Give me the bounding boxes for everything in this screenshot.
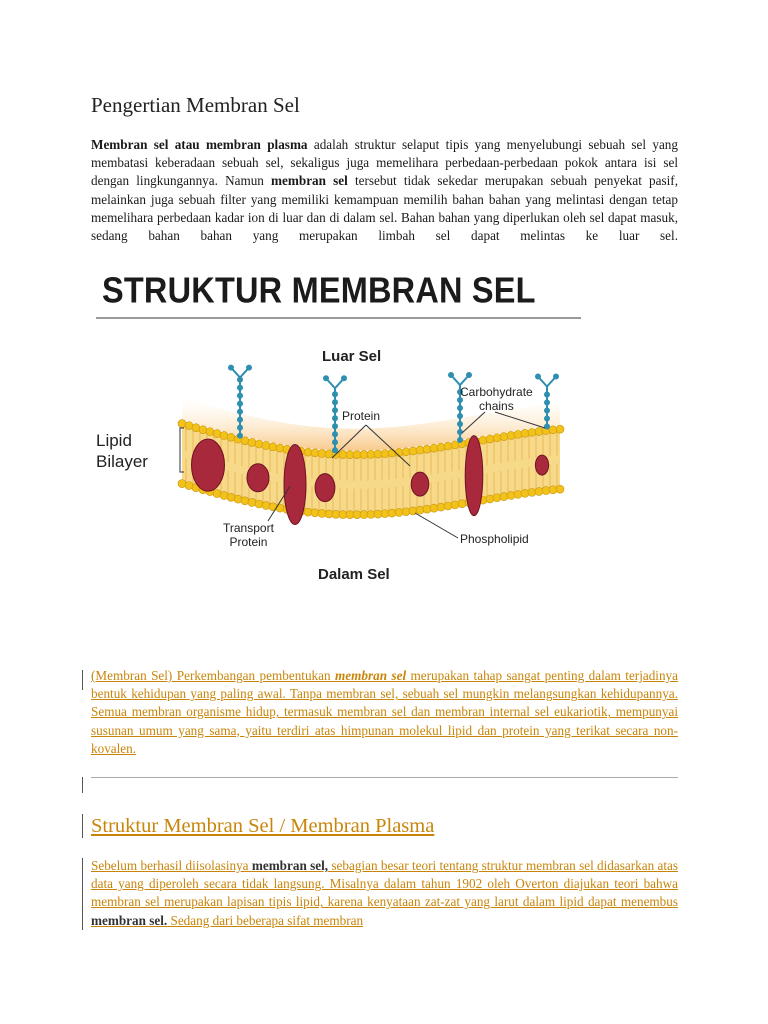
phospholipid-head [430, 444, 438, 452]
phospholipid-head [255, 440, 263, 448]
transport-label-line2: Protein [229, 535, 268, 549]
phospholipid-head [507, 491, 515, 499]
phospholipid-head [262, 501, 270, 509]
sugar-bead [457, 413, 463, 419]
caption-bold-term: membran sel [335, 668, 407, 683]
phospholipid-head [276, 444, 284, 452]
phospholipid-head [227, 493, 235, 501]
sugar-bead [466, 372, 472, 378]
phospholipid-head [451, 501, 459, 509]
banner-divider [96, 317, 581, 319]
phospholipid-head [521, 429, 529, 437]
figure-banner [96, 268, 581, 328]
phospholipid-head [514, 430, 522, 438]
phospholipid-head [486, 495, 494, 503]
membrane-protein [315, 474, 335, 502]
phospholipid-label: Phospholipid [460, 532, 529, 546]
phospholipid-head [556, 485, 564, 493]
phospholipid-head [276, 504, 284, 512]
intro-bold-term-2: membran sel [271, 173, 348, 189]
phospholipid-head [486, 435, 494, 443]
section-text-3: Sedang dari beberapa sifat membran [167, 912, 364, 928]
phospholipid-head [458, 500, 466, 508]
membrane-protein [535, 455, 548, 475]
phospholipid-head [556, 425, 564, 433]
lipid-bilayer-label [96, 430, 148, 472]
section-heading[interactable]: Struktur Membran Sel / Membran Plasma [91, 815, 435, 837]
intro-text-2: tersebut tidak sekedar merupakan sebuah penyekat pasif, melainkan juga sebuah filter yang memiliki kemampuan memilih bahan bahan yang melintasi dengan tetap memelihara perbedaan kadar ion di luar dan di dalam sel. Bahan bahan yang diperlukan oleh sel dapat masuk, sedang bahan bahan yang merupakan limbah sel dapat melintas ke luar sel. [91, 173, 678, 244]
banner-title: STRUKTUR MEMBRAN SEL [102, 270, 536, 311]
section-bold-term-2: membran sel. [91, 912, 168, 928]
transport-protein-label [223, 521, 274, 549]
text-cursor-marker-2 [82, 777, 83, 793]
membrane-protein [192, 439, 225, 491]
sugar-bead [553, 373, 559, 379]
phospholipid-head [241, 497, 249, 505]
sugar-bead [535, 373, 541, 379]
phospholipid-head [493, 434, 501, 442]
sugar-bead [323, 375, 329, 381]
sugar-bead [544, 407, 550, 413]
carbohydrate-label [460, 385, 533, 413]
horizontal-rule [91, 777, 678, 778]
phospholipid-head [423, 445, 431, 453]
sugar-bead [332, 399, 338, 405]
sugar-bead [544, 391, 550, 397]
phospholipid-head [437, 503, 445, 511]
sugar-bead [332, 439, 338, 445]
caption-paragraph[interactable] [91, 667, 678, 758]
phospholipid-head [507, 431, 515, 439]
phospholipid-head [521, 489, 529, 497]
section-text-1: Sebelum berhasil diisolasinya [91, 858, 252, 873]
phospholipid-head [262, 441, 270, 449]
text-cursor-marker [82, 670, 83, 690]
membrane-illustration [90, 338, 590, 588]
protein-label: Protein [342, 409, 381, 423]
membrane-protein [411, 472, 429, 496]
sugar-bead [237, 433, 243, 439]
sugar-bead [457, 421, 463, 427]
sugar-bead [237, 393, 243, 399]
sugar-bead [332, 423, 338, 429]
sugar-bead [332, 415, 338, 421]
membrane-protein [284, 444, 306, 524]
sugar-bead [457, 437, 463, 443]
phospholipid-head [220, 431, 228, 439]
phospholipid-head [255, 500, 263, 508]
phospholipid-head [416, 446, 424, 454]
phospholipid-head [423, 505, 431, 513]
section-bold-term-1: membran sel, [251, 858, 329, 873]
phospholipid-head [416, 506, 424, 514]
sugar-bead [544, 399, 550, 405]
phospholipid-head [479, 436, 487, 444]
carb-label-line1: Carbohydrate [460, 385, 533, 399]
phospholipid-head [430, 504, 438, 512]
sugar-bead [246, 365, 252, 371]
lipid-label-line1: Lipid [96, 431, 132, 450]
phospholipid-head [227, 433, 235, 441]
phospholipid-head [444, 442, 452, 450]
section-paragraph[interactable] [91, 857, 678, 930]
phospholipid-head [220, 491, 228, 499]
sugar-bead [332, 431, 338, 437]
phospholipid-head [248, 438, 256, 446]
carb-label-line2: chains [479, 399, 514, 413]
membrane-protein [465, 436, 483, 516]
phospholipid-head [241, 437, 249, 445]
membrane-diagram [90, 338, 590, 588]
phospholipid-head [493, 494, 501, 502]
phospholipid-head [500, 493, 508, 501]
phospholipid-head [234, 495, 242, 503]
phospholipid-head [514, 490, 522, 498]
intro-paragraph [91, 136, 678, 245]
caption-prefix: (Membran Sel) Perkembangan pembentukan [91, 668, 336, 683]
page-title: Pengertian Membran Sel [91, 93, 300, 117]
phospholipid-head [437, 443, 445, 451]
section-text-2: sebagian besar teori tentang struktur membran sel didasarkan atas data yang diperoleh secara tidak langsung. Misalnya dalam tahun 1902 oleh Overton diajukan teori bahwa membran sel merupakan lapisan tipis lipid, karena kenyataan zat-zat yang larut dalam lipid dapat menembus [91, 858, 678, 910]
transport-label-line1: Transport [223, 521, 274, 535]
lipid-label-line2: Bilayer [96, 452, 148, 471]
sugar-bead [448, 372, 454, 378]
sugar-bead [228, 365, 234, 371]
text-cursor-marker-4 [82, 858, 83, 930]
phospholipid-head [248, 498, 256, 506]
sugar-bead [457, 429, 463, 435]
sugar-bead [237, 425, 243, 431]
sugar-bead [237, 385, 243, 391]
phospholipid-head [444, 502, 452, 510]
sugar-bead [544, 423, 550, 429]
sugar-bead [237, 401, 243, 407]
intro-bold-term: Membran sel atau membran plasma [91, 137, 308, 152]
phospholipid-head [500, 433, 508, 441]
membrane-protein [247, 464, 269, 492]
sugar-bead [237, 417, 243, 423]
inside-cell-label: Dalam Sel [318, 566, 390, 583]
phospholipid-head [269, 503, 277, 511]
phospholipid-head [269, 443, 277, 451]
sugar-bead [332, 391, 338, 397]
sugar-bead [332, 407, 338, 413]
intro-text-1: adalah struktur selaput tipis yang menyelubungi sebuah sel yang membatasi keberadaan sebuah sel, sekaligus juga memelihara perbedaan-perbedaan pokok antara isi sel dengan lingkungannya. Namun [91, 137, 678, 189]
sugar-bead [237, 409, 243, 415]
sugar-bead [544, 415, 550, 421]
phospholipid-leader [415, 513, 458, 538]
sugar-bead [341, 375, 347, 381]
caption-text: merupakan tahap sangat penting dalam terjadinya bentuk kehidupan yang paling awal. Tanpa membran sel, sebuah sel mungkin melangsungkan kehidupannya. Semua membran organisme hidup, termasuk membran sel dan membran internal sel eukariotik, mempunyai susunan umum yang sama, yaitu terdiri atas himpunan molekul lipid dan protein yang terikat secara non-kovalen. [91, 668, 679, 756]
text-cursor-marker-3 [82, 814, 83, 838]
outside-cell-label: Luar Sel [322, 348, 382, 365]
